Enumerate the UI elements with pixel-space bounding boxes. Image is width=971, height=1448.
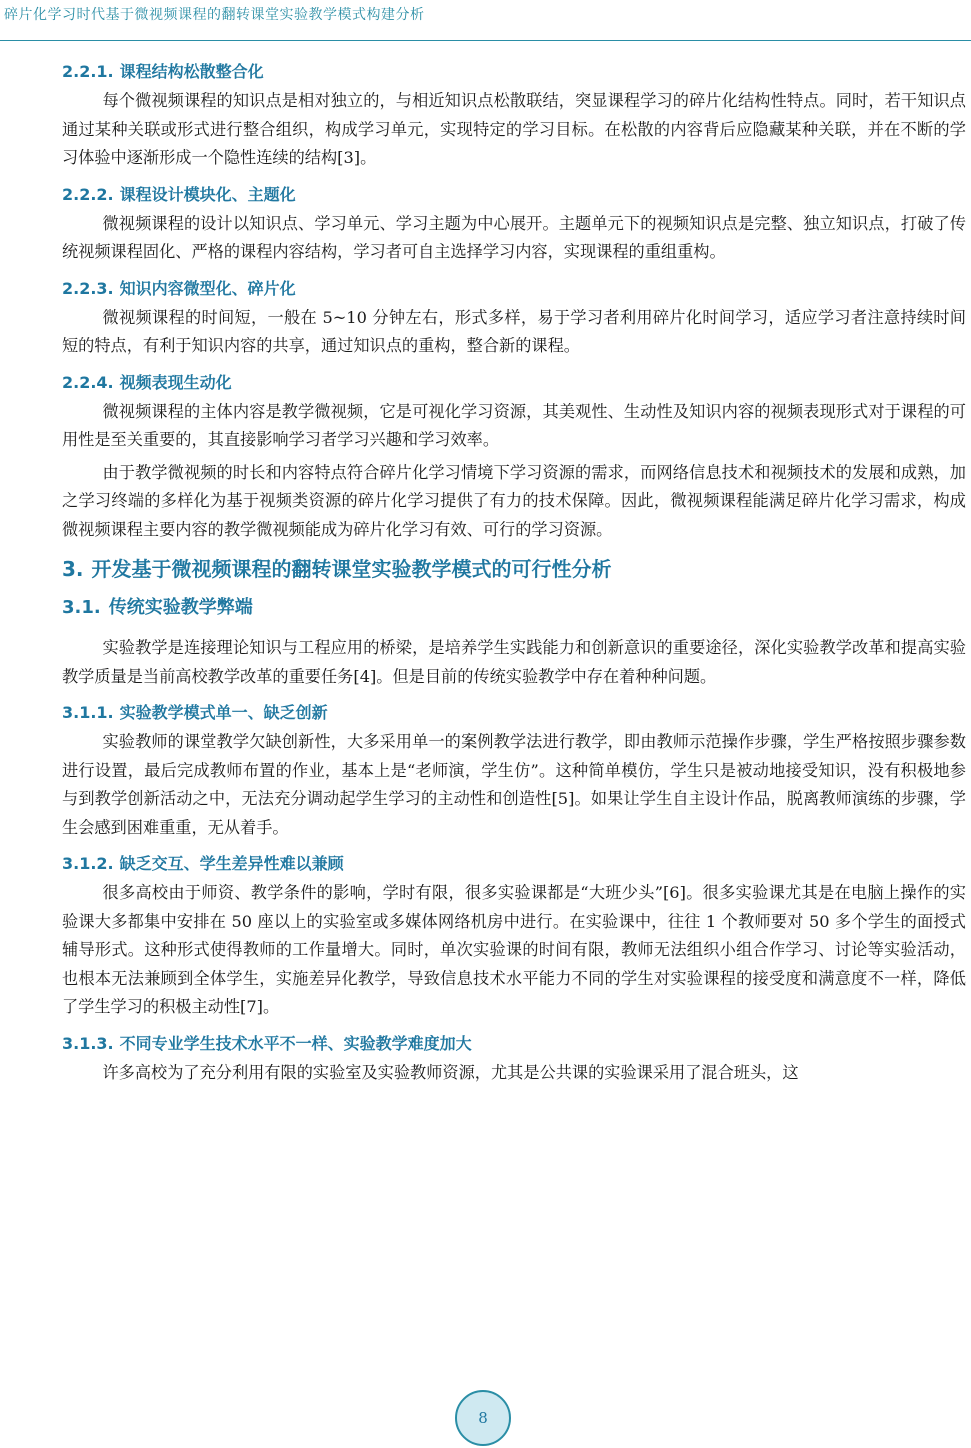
section-title: 传统实验教学弊端 — [108, 597, 253, 618]
paragraph: 实验教学是连接理论知识与工程应用的桥梁，是培养学生实践能力和创新意识的重要途径，深化实验教学改革和提高实验教学质量是当前高校教学改革的重要任务[4]。但是目前的传统实验教学中存在着种种问题。 — [62, 638, 966, 686]
section-title: 实验教学模式单一、缺乏创新 — [119, 703, 328, 722]
heading-3-1 — [62, 594, 966, 622]
section-number: 2.2.1. — [62, 62, 114, 81]
section-number: 3.1.3. — [62, 1033, 114, 1053]
heading-2-2-3 — [62, 277, 966, 301]
paragraph: 微视频课程的主体内容是教学微视频，它是可视化学习资源，其美观性、生动性及知识内容的视频表现形式对于课程的可用性是至关重要的，其直接影响学习者学习兴趣和学习效率。 — [62, 401, 966, 449]
section-title: 视频表现生动化 — [119, 372, 232, 392]
page-content — [62, 60, 966, 1097]
heading-3-1-1 — [62, 701, 966, 725]
section-number: 3.1.2. — [62, 854, 114, 873]
page-number: 8 — [478, 1409, 488, 1427]
heading-2-2-2 — [62, 183, 966, 207]
section-title: 缺乏交互、学生差异性难以兼顾 — [119, 854, 344, 873]
paragraph: 微视频课程的设计以知识点、学习单元、学习主题为中心展开。主题单元下的视频知识点是完整、独立知识点，打破了传统视频课程固化、严格的课程内容结构，学习者可自主选择学习内容，实现课程的重组重构。 — [62, 213, 966, 261]
running-header-title: 碎片化学习时代基于微视频课程的翻转课堂实验教学模式构建分析 — [4, 7, 425, 23]
section-number: 2.2.4. — [62, 372, 114, 392]
section-title: 开发基于微视频课程的翻转课堂实验教学模式的可行性分析 — [91, 557, 612, 581]
running-header — [0, 0, 971, 41]
heading-2-2-1 — [62, 60, 966, 84]
paragraph: 由于教学微视频的时长和内容特点符合碎片化学习情境下学习资源的需求，而网络信息技术和视频技术的发展和成熟，加之学习终端的多样化为基于视频类资源的碎片化学习提供了有力的技术保障。因此，微视频课程能满足碎片化学习需求，构成微视频课程主要内容的教学微视频能成为碎片化学习有效、可行的学习资源。 — [62, 462, 966, 539]
section-title: 知识内容微型化、碎片化 — [119, 278, 296, 298]
section-number: 3.1. — [62, 597, 101, 618]
heading-3-1-3 — [62, 1032, 966, 1056]
page-number-badge — [455, 1390, 511, 1446]
paragraph: 微视频课程的时间短，一般在 5~10 分钟左右，形式多样，易于学习者利用碎片化时间学习，适应学习者注意持续时间短的特点，有利于知识内容的共享，通过知识点的重构，整合新的课程。 — [62, 307, 966, 355]
section-number: 3.1.1. — [62, 703, 114, 722]
section-number: 3. — [62, 557, 84, 581]
paragraph: 许多高校为了充分利用有限的实验室及实验教师资源，尤其是公共课的实验课采用了混合班头，这 — [102, 1062, 799, 1082]
section-number: 2.2.2. — [62, 184, 114, 204]
paragraph: 实验教师的课堂教学欠缺创新性，大多采用单一的案例教学法进行教学，即由教师示范操作步骤，学生严格按照步骤参数进行设置，最后完成教师布置的作业，基本上是“老师演，学生仿”。这种简单模仿，学生只是被动地接受知识，没有积极地参与到教学创新活动之中，无法充分调动起学生学习的主动性和创造性[5]。如果让学生自主设计作品，脱离教师演练的步骤，学生会感到困难重重，无从着手。 — [62, 732, 966, 837]
section-number: 2.2.3. — [62, 278, 114, 298]
heading-3 — [62, 554, 966, 584]
paragraph: 很多高校由于师资、教学条件的影响，学时有限，很多实验课都是“大班少头”[6]。很多实验课尤其是在电脑上操作的实验课大多都集中安排在 50 座以上的实验室或多媒体网络机房中进行。在实验课中，往往 1 个教师要对 50 多个学生的面授式辅导形式。这种形式使得教师的工作量增大。同时，单次实验课的时间有限，教师无法组织小组合作学习、讨论等实验活动，也根本无法兼顾到全体学生，实施差异化教学，导致信息技术水平能力不同的学生对实验课程的接受度和满意度不一样，降低了学生学习的积极主动性[7]。 — [62, 883, 966, 1016]
paragraph: 每个微视频课程的知识点是相对独立的，与相近知识点松散联结，突显课程学习的碎片化结构性特点。同时，若干知识点通过某种关联或形式进行整合组织，构成学习单元，实现特定的学习目标。在松散的内容背后应隐藏某种关联，并在不断的学习体验中逐渐形成一个隐性连续的结构[3]。 — [62, 91, 966, 167]
heading-3-1-2 — [62, 852, 966, 876]
section-title: 课程设计模块化、主题化 — [119, 184, 296, 204]
heading-2-2-4 — [62, 371, 966, 395]
section-title: 不同专业学生技术水平不一样、实验教学难度加大 — [119, 1033, 472, 1053]
section-title: 课程结构松散整合化 — [119, 62, 264, 81]
